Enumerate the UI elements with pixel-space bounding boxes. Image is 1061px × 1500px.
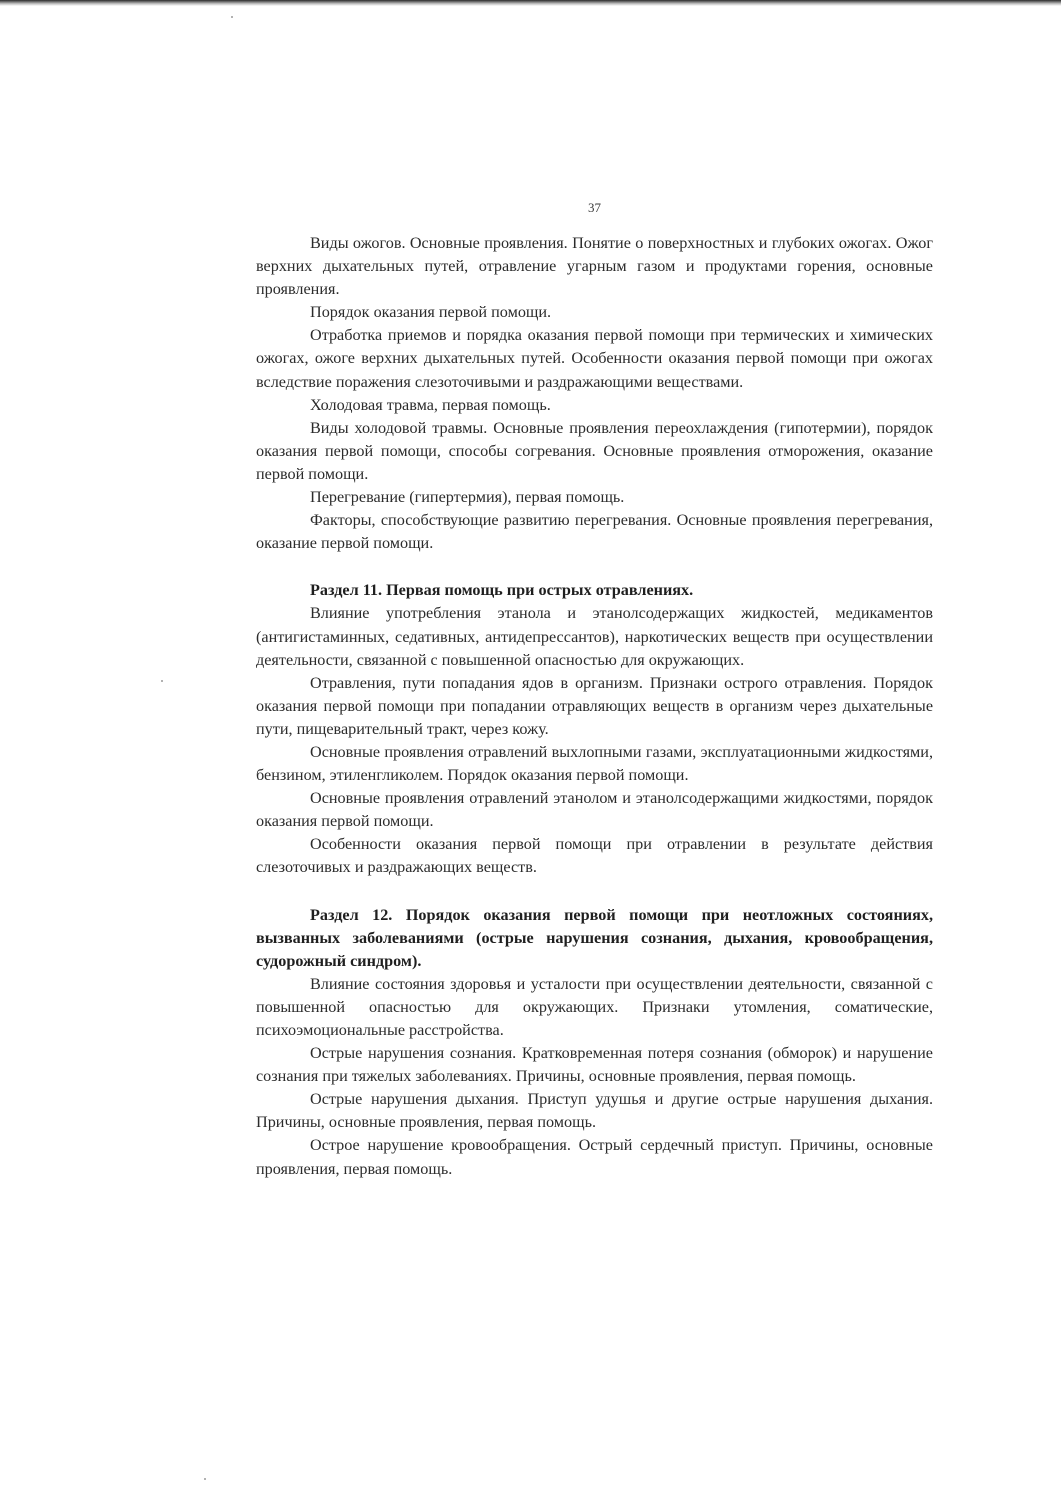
document-page: [256, 198, 933, 1181]
paragraph: Особенности оказания первой помощи при отравлении в результате действия слезоточивых и раздражающих веществ.: [256, 835, 933, 877]
paragraph: Влияние состояния здоровья и усталости при осуществлении деятельности, связанной с повышенной опасностью для окружающих. Признаки утомления, соматические, психоэмоциональные расстройства.: [256, 974, 933, 1039]
paragraph: Порядок оказания первой помощи.: [310, 303, 552, 322]
paragraph: Перегревание (гипертермия), первая помощь.: [310, 488, 625, 507]
paragraph: Влияние употребления этанола и этанолсодержащих жидкостей, медикаментов (антигистаминных, седативных, антидепрессантов), наркотических веществ при осуществлении деятельности, связанной с повышенной опасностью для окружающих.: [256, 604, 933, 669]
paragraph: Виды холодовой травмы. Основные проявления переохлаждения (гипотермии), порядок оказания первой помощи, способы согревания. Основные проявления отморожения, оказание первой помощи.: [256, 418, 933, 483]
page-number: 37: [588, 200, 601, 215]
paragraph: Виды ожогов. Основные проявления. Понятие о поверхностных и глубоких ожогах. Ожог верхних дыхательных путей, отравление угарным газом и продуктами горения, основные проявления.: [256, 234, 933, 299]
paragraph: Отравления, пути попадания ядов в организм. Признаки острого отравления. Порядок оказания первой помощи при попадании отравляющих веществ в организм через дыхательные пути, пищеварительный тракт, через кожу.: [256, 673, 933, 738]
scan-speck: [231, 16, 233, 18]
section-heading-11: Раздел 11. Первая помощь при острых отравлениях.: [310, 581, 694, 600]
paragraph: Факторы, способствующие развитию перегревания. Основные проявления перегревания, оказание первой помощи.: [256, 511, 933, 553]
paragraph: Основные проявления отравлений этанолом и этанолсодержащими жидкостями, порядок оказания первой помощи.: [256, 789, 933, 831]
paragraph: Отработка приемов и порядка оказания первой помощи при термических и химических ожогах, ожоге верхних дыхательных путей. Особенности оказания первой помощи при ожогах вследствие поражения слезоточивыми и раздражающими веществами.: [256, 326, 933, 391]
scan-speck: [161, 680, 163, 682]
scan-top-edge: [0, 0, 1061, 6]
paragraph: Острое нарушение кровообращения. Острый сердечный приступ. Причины, основные проявления, первая помощь.: [256, 1136, 933, 1178]
paragraph: Острые нарушения дыхания. Приступ удушья и другие острые нарушения дыхания. Причины, основные проявления, первая помощь.: [256, 1090, 933, 1132]
section-heading-12: Раздел 12. Порядок оказания первой помощи при неотложных состояниях, вызванных заболеваниями (острые нарушения сознания, дыхания, кровообращения, судорожный синдром).: [256, 905, 933, 970]
paragraph: Острые нарушения сознания. Кратковременная потеря сознания (обморок) и нарушение сознания при тяжелых заболеваниях. Причины, основные проявления, первая помощь.: [256, 1044, 933, 1086]
scan-speck: [204, 1478, 206, 1480]
paragraph: Основные проявления отравлений выхлопными газами, эксплуатационными жидкостями, бензином, этиленгликолем. Порядок оказания первой помощи.: [256, 742, 933, 785]
paragraph: Холодовая травма, первая помощь.: [310, 395, 551, 414]
